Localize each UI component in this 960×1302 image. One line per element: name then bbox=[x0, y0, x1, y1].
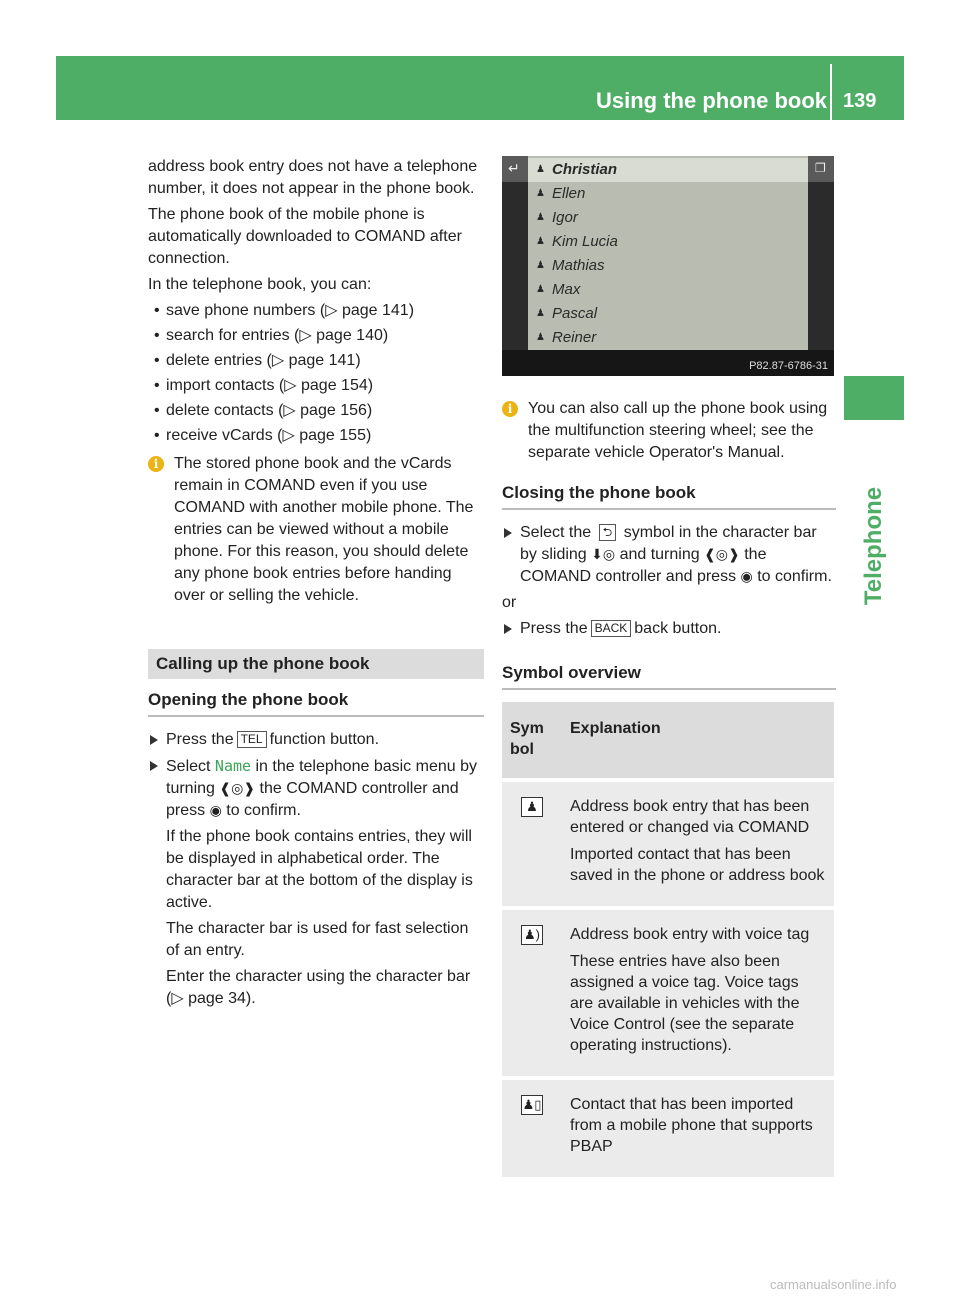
step-detail: If the phone book contains entries, they will be displayed in alphabetical order. The character bar at the bottom of the display is active. bbox=[166, 828, 473, 911]
menu-icon: ❐ bbox=[808, 156, 834, 182]
or-text: or bbox=[502, 594, 517, 611]
table-row: ♟ Address book entry that has been entered or changed via COMAND Imported contact that has been saved in the phone or address book bbox=[502, 780, 834, 908]
list-item: • delete contacts (▷ page 156) bbox=[148, 400, 484, 422]
info-icon: i bbox=[148, 456, 164, 472]
watermark: carmanualsonline.info bbox=[770, 1277, 897, 1292]
list-item: • search for entries (▷ page 140) bbox=[148, 325, 484, 347]
contact-list bbox=[528, 156, 808, 350]
table-row: ♟▯ Contact that has been imported from a mobile phone that supports PBAP bbox=[502, 1078, 834, 1177]
list-item[interactable]: ♟ Pascal bbox=[536, 305, 598, 322]
info-note bbox=[502, 398, 836, 464]
steps-list bbox=[502, 522, 836, 588]
col-header-explanation: Explanation bbox=[562, 702, 834, 780]
can-paragraph: In the telephone book, you can: bbox=[148, 276, 372, 293]
list-item: • import contacts (▷ page 154) bbox=[148, 375, 484, 397]
list-item[interactable]: ♟ Igor bbox=[536, 209, 578, 226]
section-heading: Calling up the phone book bbox=[148, 649, 484, 679]
list-item: • delete entries (▷ page 141) bbox=[148, 350, 484, 372]
list-item[interactable]: ♟ Christian bbox=[528, 158, 808, 182]
screen-left-bar bbox=[502, 182, 528, 350]
side-chapter-label: Telephone bbox=[860, 486, 887, 606]
controller-turn-icon: ❰◎❱ bbox=[219, 781, 256, 797]
phone-book-screenshot bbox=[502, 156, 834, 376]
step-item: Select Name in the telephone basic menu by turning ❰◎❱ the COMAND controller and press ◉ to confirm. If the phone book contains entries, they will be displayed in alphabetical order. The character bar at the bottom of the display is active. The character bar is used for fast selection of an entry. Enter the character using the character bar (▷ page 34). bbox=[148, 755, 484, 1010]
imported-contact-icon: ♟▯ bbox=[521, 1095, 543, 1115]
list-item: • save phone numbers (▷ page 141) bbox=[148, 300, 484, 322]
feature-list bbox=[148, 300, 484, 447]
person-icon: ♟ bbox=[536, 236, 545, 247]
steps-list bbox=[502, 618, 836, 640]
step-item: Press the BACK back button. bbox=[502, 618, 836, 640]
info-note bbox=[148, 453, 484, 607]
person-icon: ♟ bbox=[536, 164, 545, 175]
info-icon: i bbox=[502, 401, 518, 417]
screen-right-bar bbox=[808, 182, 834, 350]
back-icon: ↵ bbox=[502, 156, 528, 182]
list-item: • receive vCards (▷ page 155) bbox=[148, 425, 484, 447]
left-column bbox=[148, 156, 484, 1014]
download-paragraph: The phone book of the mobile phone is automatically downloaded to COMAND after connection. bbox=[148, 206, 462, 267]
controller-press-icon: ◉ bbox=[209, 803, 222, 819]
info-text: You can also call up the phone book using the multifunction steering wheel; see the separate vehicle Operator's Manual. bbox=[528, 400, 828, 461]
step-item: Select the ⮌ symbol in the character bar by sliding ⬇◎ and turning ❰◎❱ the COMAND controller and press ◉ to confirm. bbox=[502, 522, 836, 588]
subheading-closing: Closing the phone book bbox=[502, 482, 836, 510]
page-number: 139 bbox=[843, 90, 877, 112]
menu-item-name: Name bbox=[214, 757, 252, 775]
person-icon: ♟ bbox=[536, 188, 545, 199]
table-row: ♟) Address book entry with voice tag These entries have also been assigned a voice tag. Voice tags are available in vehicles with the Voice Control (see the separate operating instructions). bbox=[502, 908, 834, 1078]
subheading-symbols: Symbol overview bbox=[502, 662, 836, 690]
person-icon: ♟ bbox=[536, 332, 545, 343]
list-item[interactable]: ♟ Max bbox=[536, 281, 581, 298]
step-detail: Enter the character using the character bar (▷ page 34). bbox=[166, 968, 471, 1007]
controller-slide-icon: ⬇◎ bbox=[591, 547, 616, 563]
controller-turn-icon: ❰◎❱ bbox=[704, 547, 740, 563]
list-item[interactable]: ♟ Ellen bbox=[536, 185, 586, 202]
person-icon: ♟ bbox=[536, 260, 545, 271]
steps-list bbox=[148, 729, 484, 1010]
table-header-row bbox=[502, 702, 834, 780]
list-item[interactable]: ♟ Reiner bbox=[536, 329, 597, 346]
list-item[interactable]: ♟ Mathias bbox=[536, 257, 605, 274]
person-icon: ♟ bbox=[536, 284, 545, 295]
subheading-opening: Opening the phone book bbox=[148, 689, 484, 717]
back-symbol-icon: ⮌ bbox=[599, 524, 617, 541]
symbol-table bbox=[502, 702, 834, 1177]
right-column bbox=[502, 392, 836, 1177]
person-icon: ♟ bbox=[536, 308, 545, 319]
page-title: Using the phone book bbox=[596, 88, 827, 113]
side-tab-marker bbox=[844, 376, 904, 420]
figure-code: P82.87-6786-31 bbox=[749, 360, 828, 372]
intro-paragraph: address book entry does not have a telephone number, it does not appear in the phone book. bbox=[148, 158, 478, 197]
back-key-icon: BACK bbox=[591, 620, 632, 637]
person-icon: ♟ bbox=[536, 212, 545, 223]
tel-key-icon: TEL bbox=[237, 731, 267, 748]
voice-tag-icon: ♟) bbox=[521, 925, 543, 945]
list-item[interactable]: ♟ Kim Lucia bbox=[536, 233, 618, 250]
step-item: Press the TEL function button. bbox=[148, 729, 484, 751]
step-detail: The character bar is used for fast selection of an entry. bbox=[166, 920, 469, 959]
col-header-symbol: Sym bol bbox=[502, 702, 562, 780]
info-text: The stored phone book and the vCards remain in COMAND even if you use COMAND with another mobile phone. The entries can be viewed without a mobile phone. For this reason, you should delete any phone book entries before handing over or selling the vehicle. bbox=[174, 455, 474, 604]
person-icon: ♟ bbox=[521, 797, 543, 817]
controller-press-icon: ◉ bbox=[740, 569, 753, 585]
header-divider bbox=[830, 64, 832, 120]
